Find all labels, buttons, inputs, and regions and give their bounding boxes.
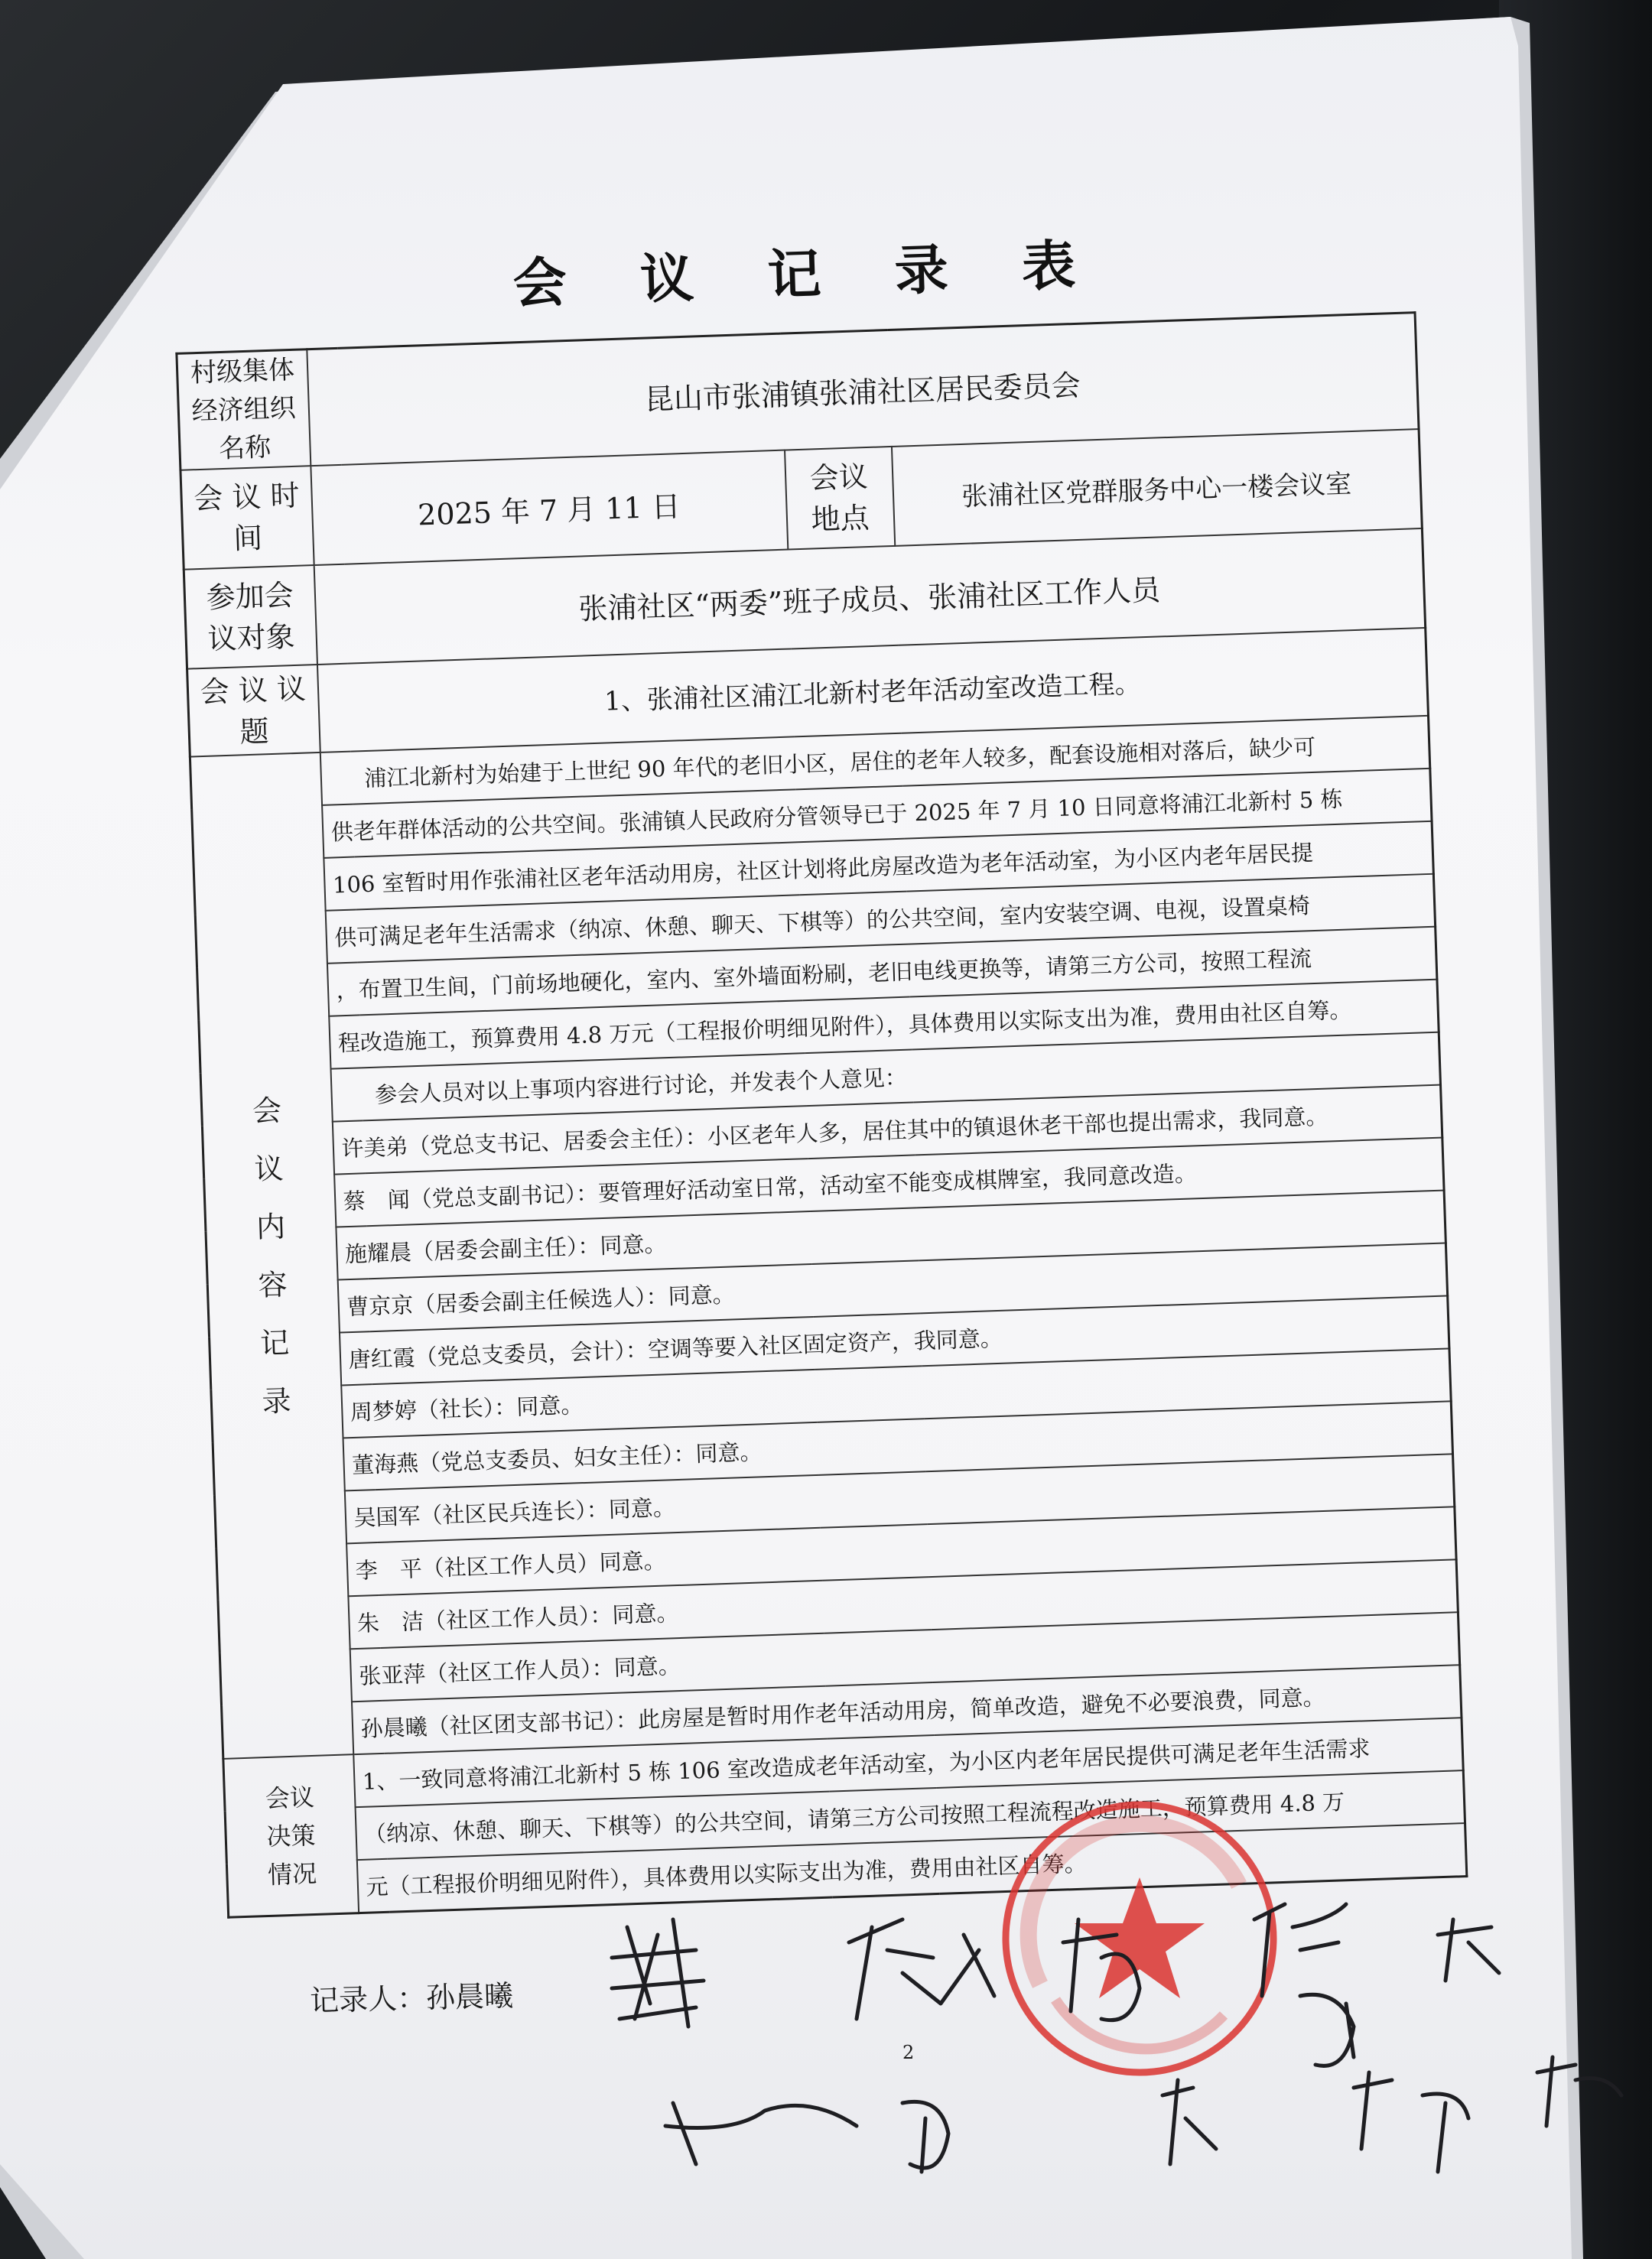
opinion-line: 许美弟（党总支书记、居委会主任）：小区老年人多，居住其中的镇退休老干部也提出需求，我同意。: [332, 1085, 1442, 1175]
participants-label: 参加会议对象: [184, 565, 317, 669]
topic-label: 会 议 议 题: [187, 665, 320, 757]
decision-line: （纳凉、休憩、聊天、下棋等）的公共空间，请第三方公司按照工程流程改造施工，预算费用 4.8 万: [355, 1770, 1465, 1860]
opinion-line: 董海燕（党总支委员、妇女主任）：同意。: [343, 1401, 1453, 1490]
signature-mark: [1063, 1919, 1140, 2020]
decision-line: 1、一致同意将浦江北新村 5 栋 106 室改造成老年活动室，为小区内老年居民提供可满足老年生活需求: [353, 1718, 1464, 1807]
decision-line: 元（工程报价明细见附件），具体费用以实际支出为准，费用由社区自筹。: [356, 1823, 1467, 1913]
opinion-line: 吴国军（社区民兵连长）：同意。: [344, 1454, 1455, 1543]
content-line: 供老年群体活动的公共空间。张浦镇人民政府分管领导已于 2025 年 7 月 10 日同意将浦江北新村 5 栋: [322, 769, 1432, 858]
decision-label-text: 会议 决策 情况: [265, 1782, 317, 1890]
participants-value: 张浦社区“两委”班子成员、张浦社区工作人员: [314, 528, 1426, 665]
opinion-line: 孙晨曦（社区团支部书记）：此房屋是暂时用作老年活动用房，简单改造，避免不必要浪费，同意。: [351, 1665, 1462, 1754]
opinion-line: 唐红霞（党总支委员，会计）：空调等要入社区固定资产，我同意。: [339, 1295, 1449, 1385]
opinion-line: 曹京京（居委会副主任候选人）：同意。: [337, 1243, 1448, 1332]
signature-mark: [1537, 2057, 1621, 2126]
content-line: 参会人员对以上事项内容进行讨论，并发表个人意见：: [330, 1032, 1441, 1122]
org-name-value: 昆山市张浦镇张浦社区居民委员会: [307, 313, 1419, 466]
decision-label: [223, 1754, 359, 1917]
opinion-line: 蔡 闻（党总支副书记）：要管理好活动室日常，活动室不能变成棋牌室，我同意改造。: [334, 1138, 1445, 1227]
content-label-text: 会 议 内 容 记 录: [252, 1093, 292, 1419]
opinion-line: 张亚萍（社区工作人员）：同意。: [350, 1612, 1460, 1702]
signature-mark: [1423, 2094, 1468, 2172]
content-line: 供可满足老年生活需求（纳凉、休憩、聊天、下棋等）的公共空间，室内安装空调、电视，设置桌椅: [325, 874, 1436, 964]
signature-mark: [1300, 1994, 1354, 2066]
org-name-label: 村级集体经济组织名称: [177, 349, 311, 470]
meeting-place-label: 会议 地点: [785, 447, 895, 550]
meeting-place-value: 张浦社区党群服务中心一楼会议室: [891, 429, 1422, 546]
opinion-line: 周梦婷（社长）：同意。: [341, 1348, 1452, 1438]
signature-mark: [612, 1919, 704, 2027]
signature-mark: [849, 1919, 994, 2019]
signature-mark: [1354, 2072, 1392, 2149]
opinion-line: 施耀晨（居委会副主任）：同意。: [336, 1191, 1446, 1280]
signature-mark: [665, 2103, 857, 2164]
document-title: 会 议 记 录 表: [512, 232, 1104, 316]
handwritten-signatures: [581, 1874, 1652, 2241]
content-line: 浦江北新村为始建于上世纪 90 年代的老旧小区，居住的老年人较多，配套设施相对落后，缺少可: [320, 716, 1430, 805]
signature-mark: [1438, 1919, 1499, 1981]
content-line: 106 室暂时用作张浦社区老年活动用房，社区计划将此房屋改造为老年活动室，为小区内老年居民提: [324, 821, 1434, 911]
opinion-line: 朱 洁（社区工作人员）：同意。: [348, 1559, 1459, 1649]
signature-mark: [1163, 2080, 1216, 2164]
page-number: 2: [902, 2042, 915, 2063]
recorder-signature-line: 记录人：孙晨曦: [309, 1978, 514, 2018]
topic-value: 1、张浦社区浦江北新村老年活动室改造工程。: [317, 628, 1428, 752]
content-line: ，布置卫生间，门前场地硬化，室内、室外墙面粉刷，老旧电线更换等，请第三方公司，按照工程流: [327, 927, 1437, 1016]
opinion-line: 李 平（社区工作人员）同意。: [346, 1507, 1457, 1596]
signature-mark: [1254, 1904, 1346, 1996]
meeting-time-label: 会 议 时 间: [180, 466, 314, 570]
record-table: [175, 311, 1468, 1919]
signature-mark: [902, 2101, 948, 2172]
content-line: 程改造施工，预算费用 4.8 万元（工程报价明细见附件），具体费用以实际支出为准，费用由社区自筹。: [329, 980, 1439, 1069]
meeting-record-form: [172, 211, 1465, 1919]
meeting-time-value: 2025 年 7 月 11 日: [311, 450, 788, 565]
